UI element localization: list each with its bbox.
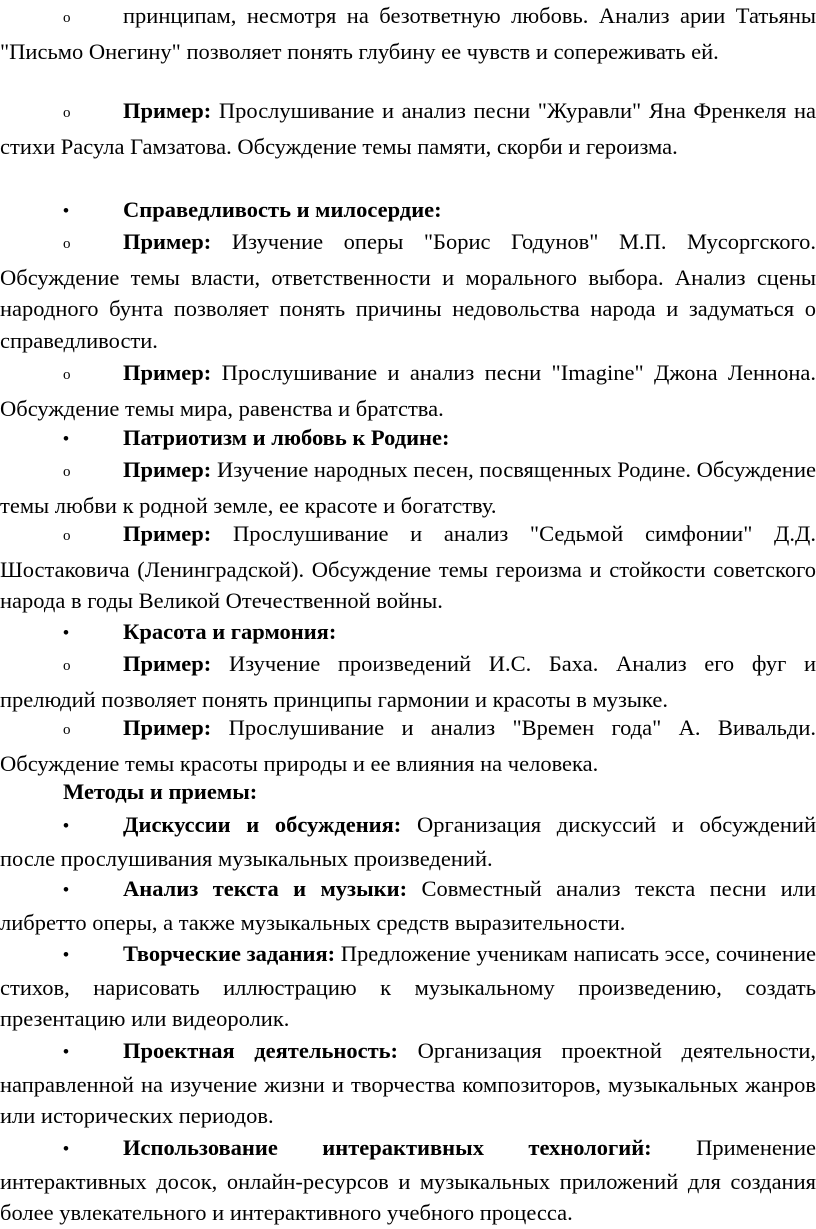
bullet-icon: •	[63, 816, 69, 835]
bullet-icon: •	[63, 429, 69, 448]
paragraph-text: Прослушивание и анализ "Седьмой симфонии" Д.Д. Шостаковича (Ленинградской). Обсуждение темы героизма и стойкости советского народа в годы Великой Отечественной войны.	[0, 521, 816, 614]
method-label: Проектная деятельность:	[123, 1038, 399, 1063]
section-heading	[0, 194, 816, 228]
method-item	[0, 1132, 816, 1229]
methods-heading	[0, 776, 816, 808]
paragraph-text: Изучение народных песен, посвященных Родине. Обсуждение темы любви к родной земле, ее красоте и богатству.	[0, 457, 816, 518]
paragraph-text: Изучение произведений И.С. Баха. Анализ его фуг и прелюдий позволяет понять принципы гармонии и красоты в музыке.	[0, 651, 816, 712]
paragraph-text: Прослушивание и анализ песни "Журавли" Яна Френкеля на стихи Расула Гамзатова. Обсуждение темы памяти, скорби и героизма.	[0, 98, 816, 159]
example-paragraph	[0, 226, 816, 357]
circle-bullet-icon: o	[63, 528, 71, 544]
methods-heading-text: Методы и приемы:	[63, 779, 258, 804]
paragraph-text: принципам, несмотря на безответную любовь. Анализ арии Татьяны "Письмо Онегину" позволяет понять глубину ее чувств и сопереживать ей.	[0, 3, 816, 64]
example-paragraph	[0, 454, 816, 521]
circle-bullet-icon: o	[63, 658, 71, 674]
circle-bullet-icon: o	[63, 236, 71, 252]
example-label: Пример:	[123, 457, 212, 482]
example-paragraph	[0, 0, 816, 67]
example-paragraph	[0, 712, 816, 779]
example-paragraph	[0, 518, 816, 617]
method-text: Предложение ученикам написать эссе, сочинение стихов, нарисовать иллюстрацию к музыкальному произведению, создать презентацию или видеоролик.	[0, 941, 816, 1032]
method-label: Творческие задания:	[123, 941, 336, 966]
bullet-icon: •	[63, 945, 69, 964]
method-label: Анализ текста и музыки:	[123, 876, 408, 901]
example-label: Пример:	[123, 521, 212, 546]
bullet-icon: •	[63, 1139, 69, 1158]
example-paragraph	[0, 648, 816, 715]
paragraph-text: Прослушивание и анализ "Времен года" А. Вивальди. Обсуждение темы красоты природы и ее влияния на человека.	[0, 715, 816, 776]
method-item	[0, 873, 816, 938]
example-label: Пример:	[123, 715, 212, 740]
method-label: Использование интерактивных технологий:	[123, 1135, 652, 1160]
example-paragraph	[0, 357, 816, 424]
section-heading-text: Патриотизм и любовь к Родине:	[123, 425, 450, 450]
circle-bullet-icon: o	[63, 10, 71, 26]
method-text: Совместный анализ текста песни или либретто оперы, а также музыкальных средств выразительности.	[0, 876, 816, 935]
section-heading-text: Красота и гармония:	[123, 619, 337, 644]
circle-bullet-icon: o	[63, 722, 71, 738]
bullet-icon: •	[63, 1042, 69, 1061]
method-text: Организация дискуссий и обсуждений после прослушивания музыкальных произведений.	[0, 812, 816, 871]
example-label: Пример:	[123, 98, 212, 123]
bullet-icon: •	[63, 880, 69, 899]
method-text: Применение интерактивных досок, онлайн-ресурсов и музыкальных приложений для создания более увлекательного и интерактивного учебного процесса.	[0, 1135, 816, 1226]
section-heading	[0, 422, 816, 456]
bullet-icon: •	[63, 201, 69, 220]
circle-bullet-icon: o	[63, 464, 71, 480]
paragraph-text: Изучение оперы "Борис Годунов" М.П. Мусоргского. Обсуждение темы власти, ответственности и морального выбора. Анализ сцены народного бунта позволяет понять причины недовольства народа и задуматься о справедливости.	[0, 229, 816, 354]
circle-bullet-icon: o	[63, 367, 71, 383]
paragraph-text: Прослушивание и анализ песни "Imagine" Джона Леннона. Обсуждение темы мира, равенства и братства.	[0, 360, 816, 421]
method-item	[0, 938, 816, 1035]
method-text: Организация проектной деятельности, направленной на изучение жизни и творчества композиторов, музыкальных жанров или исторических периодов.	[0, 1038, 816, 1129]
section-heading	[0, 616, 816, 650]
example-label: Пример:	[123, 360, 212, 385]
circle-bullet-icon: o	[63, 105, 71, 121]
example-label: Пример:	[123, 651, 212, 676]
method-item	[0, 809, 816, 874]
method-item	[0, 1035, 816, 1132]
method-label: Дискуссии и обсуждения:	[123, 812, 402, 837]
section-heading-text: Справедливость и милосердие:	[123, 197, 442, 222]
example-label: Пример:	[123, 229, 212, 254]
bullet-icon: •	[63, 623, 69, 642]
example-paragraph	[0, 95, 816, 162]
